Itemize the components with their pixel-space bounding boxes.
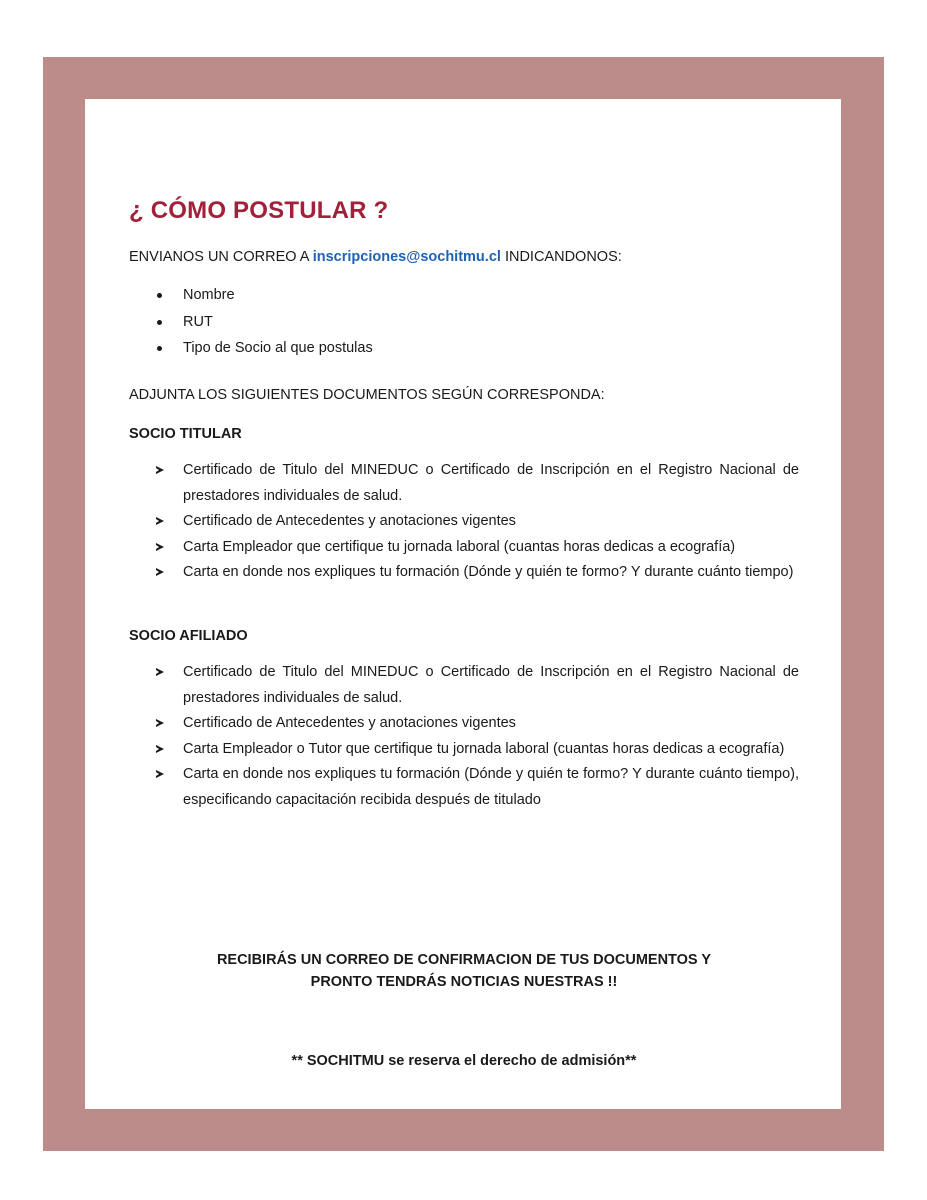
- documents-heading: ADJUNTA LOS SIGUIENTES DOCUMENTOS SEGÚN CORRESPONDA:: [129, 387, 605, 403]
- arrow-bullet-icon: [156, 568, 164, 576]
- document-sheet: [85, 99, 841, 1109]
- arrow-bullet-icon: [156, 668, 164, 676]
- list-item: Tipo de Socio al que postulas: [129, 338, 373, 365]
- bullet-icon: [157, 320, 162, 325]
- arrow-bullet-icon: [156, 517, 164, 525]
- intro-line: [129, 247, 622, 267]
- list-item: Carta Empleador que certifique tu jornada laboral (cuantas horas dedicas a ecografía): [129, 535, 799, 561]
- list-item: Certificado de Antecedentes y anotaciones vigentes: [129, 711, 799, 737]
- list-item: Certificado de Titulo del MINEDUC o Certificado de Inscripción en el Registro Nacional de prestadores individuales de salud.: [129, 660, 799, 711]
- arrow-bullet-icon: [156, 466, 164, 474]
- disclaimer: ** SOCHITMU se reserva el derecho de admisión**: [291, 1053, 637, 1069]
- arrow-bullet-icon: [156, 543, 164, 551]
- list-item: Certificado de Titulo del MINEDUC o Certificado de Inscripción en el Registro Nacional de prestadores individuales de salud.: [129, 458, 799, 509]
- list-item: Carta en donde nos expliques tu formación (Dónde y quién te formo? Y durante cuánto tiempo): [129, 560, 799, 586]
- list-item: Nombre: [129, 285, 373, 312]
- arrow-bullet-icon: [156, 770, 164, 778]
- intro-suffix: INDICANDONOS:: [500, 249, 622, 265]
- list-item: Certificado de Antecedentes y anotaciones vigentes: [129, 509, 799, 535]
- socio-titular-list: [129, 458, 799, 586]
- page-title: ¿ CÓMO POSTULAR ?: [129, 197, 389, 224]
- email-link[interactable]: inscripciones@sochitmu.cl: [312, 249, 501, 265]
- socio-titular-heading: SOCIO TITULAR: [129, 426, 242, 442]
- arrow-bullet-icon: [156, 719, 164, 727]
- confirmation-line-2: PRONTO TENDRÁS NOTICIAS NUESTRAS !!: [310, 974, 618, 990]
- info-list: [129, 285, 373, 365]
- intro-prefix: ENVIANOS UN CORREO A: [129, 249, 313, 265]
- bullet-icon: [157, 346, 162, 351]
- socio-afiliado-heading: SOCIO AFILIADO: [129, 628, 248, 644]
- list-item: Carta Empleador o Tutor que certifique tu jornada laboral (cuantas horas dedicas a ecografía): [129, 737, 799, 763]
- socio-afiliado-list: [129, 660, 799, 813]
- confirmation-line-1: RECIBIRÁS UN CORREO DE CONFIRMACION DE TUS DOCUMENTOS Y: [216, 952, 712, 968]
- arrow-bullet-icon: [156, 745, 164, 753]
- bullet-icon: [157, 293, 162, 298]
- list-item: RUT: [129, 312, 373, 339]
- list-item: Carta en donde nos expliques tu formación (Dónde y quién te formo? Y durante cuánto tiempo), especificando capacitación recibida después de titulado: [129, 762, 799, 813]
